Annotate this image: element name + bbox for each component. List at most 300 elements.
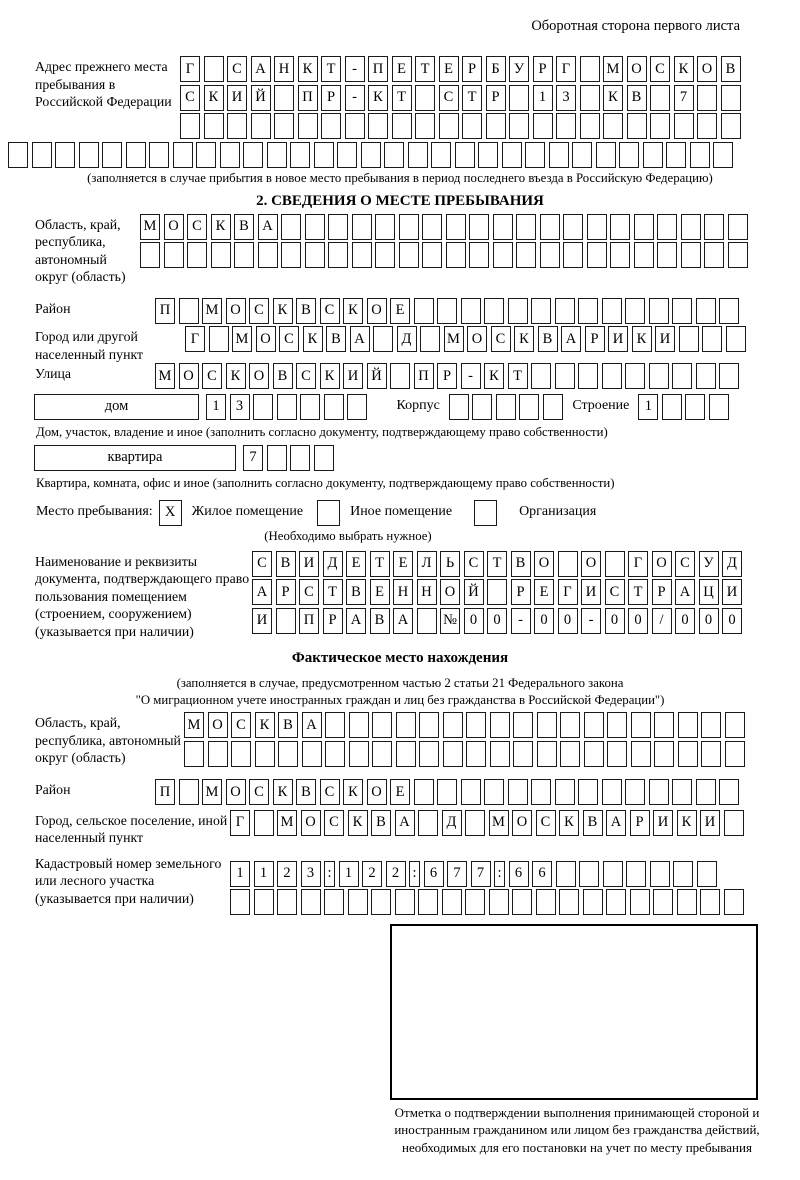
char-cell[interactable]	[375, 242, 395, 268]
char-cell[interactable]	[602, 363, 622, 389]
char-cell[interactable]	[375, 214, 395, 240]
char-cell[interactable]	[519, 394, 539, 420]
char-cell[interactable]: Т	[323, 579, 343, 605]
char-cell[interactable]	[384, 142, 404, 168]
char-cell[interactable]	[395, 889, 415, 915]
char-cell[interactable]	[305, 214, 325, 240]
char-cell[interactable]	[721, 85, 741, 111]
char-cell[interactable]: Е	[393, 551, 413, 577]
char-cell[interactable]	[672, 363, 692, 389]
char-cell[interactable]	[443, 741, 463, 767]
char-cell[interactable]: С	[296, 363, 316, 389]
char-cell[interactable]: А	[350, 326, 370, 352]
char-cell[interactable]	[227, 113, 247, 139]
char-cell[interactable]	[484, 779, 504, 805]
char-cell[interactable]: К	[559, 810, 579, 836]
char-cell[interactable]: Д	[442, 810, 462, 836]
char-cell[interactable]	[461, 298, 481, 324]
char-cell[interactable]	[325, 712, 345, 738]
char-cell[interactable]: М	[202, 298, 222, 324]
char-cell[interactable]	[724, 810, 744, 836]
char-cell[interactable]	[496, 394, 516, 420]
char-cell[interactable]	[281, 214, 301, 240]
char-cell[interactable]: -	[345, 56, 365, 82]
char-cell[interactable]	[274, 85, 294, 111]
char-cell[interactable]: Р	[630, 810, 650, 836]
char-cell[interactable]: П	[155, 779, 175, 805]
char-cell[interactable]: Г	[230, 810, 250, 836]
char-cell[interactable]: П	[368, 56, 388, 82]
char-cell[interactable]	[372, 741, 392, 767]
char-cell[interactable]	[697, 861, 717, 887]
char-cell[interactable]	[396, 741, 416, 767]
char-cell[interactable]: 0	[464, 608, 484, 634]
char-cell[interactable]	[490, 741, 510, 767]
char-cell[interactable]: С	[650, 56, 670, 82]
char-cell[interactable]	[690, 142, 710, 168]
char-cell[interactable]: М	[489, 810, 509, 836]
char-cell[interactable]: К	[273, 779, 293, 805]
char-cell[interactable]: Е	[390, 298, 410, 324]
char-cell[interactable]	[439, 113, 459, 139]
char-cell[interactable]: С	[299, 579, 319, 605]
char-cell[interactable]: 0	[534, 608, 554, 634]
char-cell[interactable]: Е	[370, 579, 390, 605]
char-cell[interactable]: М	[140, 214, 160, 240]
char-cell[interactable]: О	[179, 363, 199, 389]
char-cell[interactable]	[220, 142, 240, 168]
char-cell[interactable]	[666, 142, 686, 168]
char-cell[interactable]: В	[627, 85, 647, 111]
char-cell[interactable]	[701, 712, 721, 738]
char-cell[interactable]: К	[303, 326, 323, 352]
char-cell[interactable]	[418, 810, 438, 836]
char-cell[interactable]: В	[346, 579, 366, 605]
char-cell[interactable]	[533, 113, 553, 139]
checkbox-residential[interactable]: X	[159, 500, 182, 526]
char-cell[interactable]	[560, 712, 580, 738]
char-cell[interactable]	[650, 85, 670, 111]
char-cell[interactable]	[422, 214, 442, 240]
char-cell[interactable]	[79, 142, 99, 168]
char-cell[interactable]	[685, 394, 705, 420]
char-cell[interactable]	[472, 394, 492, 420]
char-cell[interactable]	[173, 142, 193, 168]
char-cell[interactable]: О	[534, 551, 554, 577]
char-cell[interactable]	[302, 741, 322, 767]
char-cell[interactable]	[361, 142, 381, 168]
char-cell[interactable]: 6	[532, 861, 552, 887]
char-cell[interactable]	[140, 242, 160, 268]
char-cell[interactable]	[8, 142, 28, 168]
char-cell[interactable]: О	[256, 326, 276, 352]
char-cell[interactable]	[536, 889, 556, 915]
char-cell[interactable]	[700, 889, 720, 915]
char-cell[interactable]	[204, 56, 224, 82]
char-cell[interactable]	[681, 242, 701, 268]
char-cell[interactable]: С	[249, 779, 269, 805]
char-cell[interactable]: П	[298, 85, 318, 111]
char-cell[interactable]	[516, 214, 536, 240]
char-cell[interactable]: О	[367, 298, 387, 324]
char-cell[interactable]	[607, 741, 627, 767]
char-cell[interactable]	[267, 445, 287, 471]
char-cell[interactable]	[209, 326, 229, 352]
char-cell[interactable]	[234, 242, 254, 268]
char-cell[interactable]	[549, 142, 569, 168]
char-cell[interactable]	[179, 779, 199, 805]
char-cell[interactable]: А	[606, 810, 626, 836]
char-cell[interactable]	[516, 242, 536, 268]
char-cell[interactable]: 1	[339, 861, 359, 887]
char-cell[interactable]: В	[278, 712, 298, 738]
char-cell[interactable]	[399, 242, 419, 268]
char-cell[interactable]: И	[252, 608, 272, 634]
char-cell[interactable]: Т	[462, 85, 482, 111]
char-cell[interactable]: Е	[392, 56, 412, 82]
char-cell[interactable]: И	[653, 810, 673, 836]
char-cell[interactable]	[531, 298, 551, 324]
char-cell[interactable]	[631, 741, 651, 767]
char-cell[interactable]	[719, 363, 739, 389]
char-cell[interactable]	[179, 298, 199, 324]
char-cell[interactable]: О	[467, 326, 487, 352]
char-cell[interactable]	[314, 445, 334, 471]
char-cell[interactable]: Г	[556, 56, 576, 82]
char-cell[interactable]	[324, 889, 344, 915]
char-cell[interactable]	[415, 113, 435, 139]
char-cell[interactable]: В	[296, 298, 316, 324]
char-cell[interactable]	[277, 394, 297, 420]
char-cell[interactable]: С	[675, 551, 695, 577]
char-cell[interactable]	[420, 326, 440, 352]
char-cell[interactable]	[184, 741, 204, 767]
char-cell[interactable]: О	[367, 779, 387, 805]
char-cell[interactable]	[681, 214, 701, 240]
char-cell[interactable]: О	[226, 779, 246, 805]
char-cell[interactable]	[345, 113, 365, 139]
char-cell[interactable]: С	[320, 298, 340, 324]
char-cell[interactable]	[431, 142, 451, 168]
char-cell[interactable]: Р	[462, 56, 482, 82]
char-cell[interactable]	[352, 214, 372, 240]
char-cell[interactable]: В	[276, 551, 296, 577]
char-cell[interactable]	[418, 889, 438, 915]
char-cell[interactable]	[253, 394, 273, 420]
char-cell[interactable]	[603, 113, 623, 139]
char-cell[interactable]: И	[700, 810, 720, 836]
char-cell[interactable]	[578, 298, 598, 324]
char-cell[interactable]	[449, 394, 469, 420]
char-cell[interactable]	[728, 242, 748, 268]
char-cell[interactable]: К	[320, 363, 340, 389]
char-cell[interactable]	[679, 326, 699, 352]
char-cell[interactable]	[442, 889, 462, 915]
char-cell[interactable]: А	[251, 56, 271, 82]
char-cell[interactable]	[325, 741, 345, 767]
char-cell[interactable]: 3	[556, 85, 576, 111]
char-cell[interactable]	[372, 712, 392, 738]
char-cell[interactable]: Р	[652, 579, 672, 605]
char-cell[interactable]	[509, 113, 529, 139]
char-cell[interactable]: Р	[437, 363, 457, 389]
char-cell[interactable]	[630, 889, 650, 915]
char-cell[interactable]	[596, 142, 616, 168]
char-cell[interactable]: О	[208, 712, 228, 738]
char-cell[interactable]	[674, 113, 694, 139]
char-cell[interactable]: К	[603, 85, 623, 111]
char-cell[interactable]	[231, 741, 251, 767]
char-cell[interactable]	[696, 779, 716, 805]
char-cell[interactable]	[349, 741, 369, 767]
char-cell[interactable]: И	[343, 363, 363, 389]
char-cell[interactable]: И	[655, 326, 675, 352]
char-cell[interactable]	[634, 242, 654, 268]
char-cell[interactable]: В	[583, 810, 603, 836]
char-cell[interactable]	[610, 242, 630, 268]
char-cell[interactable]: Ь	[440, 551, 460, 577]
char-cell[interactable]	[415, 85, 435, 111]
char-cell[interactable]	[276, 608, 296, 634]
char-cell[interactable]	[610, 214, 630, 240]
char-cell[interactable]	[274, 113, 294, 139]
char-cell[interactable]	[180, 113, 200, 139]
char-cell[interactable]: А	[395, 810, 415, 836]
char-cell[interactable]	[437, 779, 457, 805]
char-cell[interactable]	[721, 113, 741, 139]
char-cell[interactable]	[606, 889, 626, 915]
char-cell[interactable]: К	[674, 56, 694, 82]
char-cell[interactable]	[537, 712, 557, 738]
char-cell[interactable]	[583, 889, 603, 915]
char-cell[interactable]: 3	[230, 394, 250, 420]
char-cell[interactable]	[697, 85, 717, 111]
char-cell[interactable]: Г	[628, 551, 648, 577]
char-cell[interactable]	[493, 242, 513, 268]
char-cell[interactable]	[277, 889, 297, 915]
char-cell[interactable]: С	[227, 56, 247, 82]
char-cell[interactable]	[603, 861, 623, 887]
char-cell[interactable]: Р	[511, 579, 531, 605]
char-cell[interactable]	[461, 779, 481, 805]
char-cell[interactable]: И	[608, 326, 628, 352]
char-cell[interactable]	[627, 113, 647, 139]
char-cell[interactable]: 6	[424, 861, 444, 887]
char-cell[interactable]: Т	[370, 551, 390, 577]
char-cell[interactable]: 0	[675, 608, 695, 634]
char-cell[interactable]: Р	[533, 56, 553, 82]
char-cell[interactable]: В	[326, 326, 346, 352]
char-cell[interactable]	[563, 242, 583, 268]
char-cell[interactable]	[654, 741, 674, 767]
char-cell[interactable]	[634, 214, 654, 240]
char-cell[interactable]: Р	[276, 579, 296, 605]
char-cell[interactable]	[251, 113, 271, 139]
char-cell[interactable]	[487, 579, 507, 605]
char-cell[interactable]: :	[324, 861, 335, 887]
char-cell[interactable]: К	[484, 363, 504, 389]
char-cell[interactable]: В	[511, 551, 531, 577]
char-cell[interactable]	[300, 394, 320, 420]
char-cell[interactable]	[337, 142, 357, 168]
char-cell[interactable]: 6	[509, 861, 529, 887]
char-cell[interactable]	[587, 242, 607, 268]
char-cell[interactable]: С	[464, 551, 484, 577]
char-cell[interactable]: О	[440, 579, 460, 605]
char-cell[interactable]	[149, 142, 169, 168]
char-cell[interactable]	[649, 363, 669, 389]
char-cell[interactable]	[469, 214, 489, 240]
char-cell[interactable]: 0	[699, 608, 719, 634]
char-cell[interactable]: О	[627, 56, 647, 82]
char-cell[interactable]	[392, 113, 412, 139]
char-cell[interactable]: Н	[417, 579, 437, 605]
char-cell[interactable]: Д	[397, 326, 417, 352]
char-cell[interactable]: М	[202, 779, 222, 805]
char-cell[interactable]: Н	[393, 579, 413, 605]
char-cell[interactable]	[619, 142, 639, 168]
char-cell[interactable]: -	[511, 608, 531, 634]
char-cell[interactable]	[399, 214, 419, 240]
char-cell[interactable]: 1	[230, 861, 250, 887]
char-cell[interactable]	[187, 242, 207, 268]
char-cell[interactable]: Р	[323, 608, 343, 634]
char-cell[interactable]	[347, 394, 367, 420]
char-cell[interactable]: С	[187, 214, 207, 240]
char-cell[interactable]	[657, 214, 677, 240]
char-cell[interactable]: С	[231, 712, 251, 738]
char-cell[interactable]: М	[232, 326, 252, 352]
char-cell[interactable]	[556, 861, 576, 887]
char-cell[interactable]: Т	[321, 56, 341, 82]
char-cell[interactable]: /	[652, 608, 672, 634]
char-cell[interactable]: -	[345, 85, 365, 111]
char-cell[interactable]	[230, 889, 250, 915]
char-cell[interactable]	[525, 142, 545, 168]
char-cell[interactable]: С	[491, 326, 511, 352]
char-cell[interactable]	[32, 142, 52, 168]
char-cell[interactable]	[662, 394, 682, 420]
char-cell[interactable]: Г	[180, 56, 200, 82]
char-cell[interactable]	[643, 142, 663, 168]
char-cell[interactable]: К	[632, 326, 652, 352]
char-cell[interactable]: А	[302, 712, 322, 738]
char-cell[interactable]	[368, 113, 388, 139]
char-cell[interactable]	[555, 363, 575, 389]
char-cell[interactable]	[678, 741, 698, 767]
char-cell[interactable]	[290, 142, 310, 168]
char-cell[interactable]	[605, 551, 625, 577]
char-cell[interactable]	[653, 889, 673, 915]
char-cell[interactable]	[419, 741, 439, 767]
char-cell[interactable]	[305, 242, 325, 268]
char-cell[interactable]: Л	[417, 551, 437, 577]
char-cell[interactable]	[493, 214, 513, 240]
char-cell[interactable]: В	[538, 326, 558, 352]
char-cell[interactable]: К	[273, 298, 293, 324]
char-cell[interactable]: А	[393, 608, 413, 634]
char-cell[interactable]	[281, 242, 301, 268]
char-cell[interactable]	[657, 242, 677, 268]
char-cell[interactable]: :	[409, 861, 420, 887]
char-cell[interactable]: Т	[415, 56, 435, 82]
char-cell[interactable]	[702, 326, 722, 352]
char-cell[interactable]	[563, 214, 583, 240]
char-cell[interactable]: В	[296, 779, 316, 805]
char-cell[interactable]	[446, 214, 466, 240]
char-cell[interactable]	[626, 861, 646, 887]
char-cell[interactable]	[672, 298, 692, 324]
char-cell[interactable]	[719, 779, 739, 805]
char-cell[interactable]	[725, 712, 745, 738]
char-cell[interactable]: 7	[471, 861, 491, 887]
char-cell[interactable]	[709, 394, 729, 420]
char-cell[interactable]	[678, 712, 698, 738]
char-cell[interactable]: Е	[390, 779, 410, 805]
char-cell[interactable]: М	[603, 56, 623, 82]
char-cell[interactable]: П	[299, 608, 319, 634]
char-cell[interactable]: Й	[464, 579, 484, 605]
char-cell[interactable]: К	[211, 214, 231, 240]
char-cell[interactable]	[673, 861, 693, 887]
char-cell[interactable]: Е	[534, 579, 554, 605]
char-cell[interactable]: В	[234, 214, 254, 240]
char-cell[interactable]	[602, 298, 622, 324]
char-cell[interactable]: :	[494, 861, 505, 887]
char-cell[interactable]	[489, 889, 509, 915]
char-cell[interactable]	[724, 889, 744, 915]
char-cell[interactable]	[580, 113, 600, 139]
char-cell[interactable]	[607, 712, 627, 738]
char-cell[interactable]	[414, 779, 434, 805]
char-cell[interactable]: У	[699, 551, 719, 577]
char-cell[interactable]	[414, 298, 434, 324]
char-cell[interactable]	[509, 85, 529, 111]
char-cell[interactable]: С	[320, 779, 340, 805]
char-cell[interactable]	[484, 298, 504, 324]
char-cell[interactable]: 0	[605, 608, 625, 634]
char-cell[interactable]: К	[204, 85, 224, 111]
char-cell[interactable]: В	[273, 363, 293, 389]
char-cell[interactable]	[102, 142, 122, 168]
char-cell[interactable]	[725, 741, 745, 767]
char-cell[interactable]: С	[324, 810, 344, 836]
char-cell[interactable]	[466, 741, 486, 767]
char-cell[interactable]: О	[301, 810, 321, 836]
char-cell[interactable]	[580, 85, 600, 111]
char-cell[interactable]: 2	[362, 861, 382, 887]
char-cell[interactable]: 0	[558, 608, 578, 634]
char-cell[interactable]	[677, 889, 697, 915]
char-cell[interactable]: М	[277, 810, 297, 836]
char-cell[interactable]: А	[252, 579, 272, 605]
char-cell[interactable]: 0	[628, 608, 648, 634]
char-cell[interactable]: 7	[447, 861, 467, 887]
char-cell[interactable]: М	[184, 712, 204, 738]
char-cell[interactable]: И	[299, 551, 319, 577]
char-cell[interactable]: №	[440, 608, 460, 634]
char-cell[interactable]	[211, 242, 231, 268]
char-cell[interactable]	[301, 889, 321, 915]
char-cell[interactable]: 1	[254, 861, 274, 887]
char-cell[interactable]: 1	[638, 394, 658, 420]
char-cell[interactable]	[602, 779, 622, 805]
char-cell[interactable]: И	[227, 85, 247, 111]
char-cell[interactable]	[328, 214, 348, 240]
char-cell[interactable]: К	[514, 326, 534, 352]
char-cell[interactable]: О	[697, 56, 717, 82]
char-cell[interactable]: А	[561, 326, 581, 352]
